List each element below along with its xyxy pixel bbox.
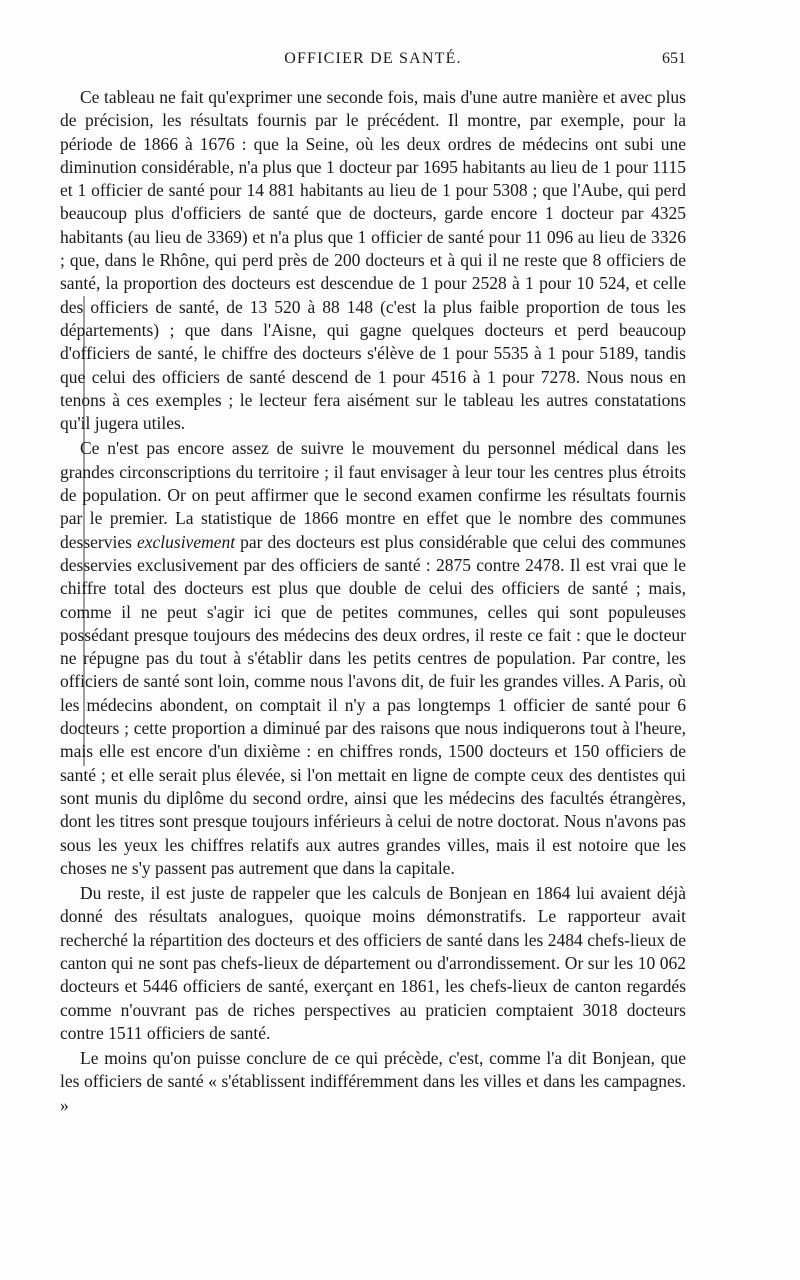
- paragraph-4: Le moins qu'on puisse conclure de ce qui précède, c'est, comme l'a dit Bonjean, que les officiers de santé « s'établissent indifféremment dans les villes et dans les campagnes. »: [60, 1048, 686, 1115]
- running-header: [60, 50, 686, 78]
- paragraph-2-before: Ce n'est pas encore assez de suivre le mouvement du personnel médical dans les grandes circonscriptions du territoire ; il faut envisager à leur tour les centres plus étroits de population. Or on peut affirmer que le second examen confirme les résultats fournis par le premier. La statistique de 1866 montre en effet que le nombre des communes desservies: [60, 438, 686, 552]
- body-text: [60, 86, 686, 1117]
- emphasis-exclusivement: exclusivement: [136, 531, 236, 552]
- running-title: OFFICIER DE SANTÉ.: [284, 50, 462, 67]
- page-number: 651: [662, 50, 686, 67]
- paragraph-2: [60, 437, 686, 880]
- paragraph-1: Ce tableau ne fait qu'exprimer une seconde fois, mais d'une autre manière et avec plus de précision, les résultats fournis par le précédent. Il montre, par exemple, pour la période de 1866 à 1676 : que la Seine, où les deux ordres de médecins ont subi une diminution considérable, n'a plus que 1 docteur par 1695 habitants au lieu de 1 pour 1115 et 1 officier de santé pour 14 881 habitants au lieu de 1 pour 5308 ; que l'Aube, qui perd beaucoup plus d'officiers de santé que de docteurs, garde encore 1 docteur par 4325 habitants (au lieu de 3369) et n'a plus que 1 officier de santé pour 11 096 au lieu de 3326 ; que, dans le Rhône, qui perd près de 200 docteurs et à qui il ne reste que 8 officiers de santé, la proportion des docteurs est descendue de 1 pour 2528 à 1 pour 10 524, et celle des officiers de santé, de 13 520 à 88 148 (c'est la plus faible proportion de tous les départements) ; que dans l'Aisne, qui gagne quelques docteurs et perd beaucoup d'officiers de santé, le chiffre des docteurs s'élève de 1 pour 5535 à 1 pour 5189, tandis que celui des officiers de santé descend de 1 pour 4516 à 1 pour 7278. Nous nous en tenons à ces exemples ; le lecteur fera aisément sur le tableau les autres constatations qu'il jugera utiles.: [60, 87, 686, 434]
- paragraph-2-after: par des docteurs est plus considérable que celui des communes desservies exclusivement par des officiers de santé : 2875 contre 2478. Il est vrai que le chiffre total des docteurs est plus que double de celui des officiers de santé ; mais, comme il ne peut s'agir ici que de petites communes, celles qui sont populeuses possédant presque toujours des médecins des deux ordres, il reste ce fait : que le docteur ne répugne pas du tout à s'établir dans les petits centres de population. Par contre, les officiers de santé sont loin, comme nous l'avons dit, de fuir les grandes villes. A Paris, où les médecins abondent, on comptait il n'y a pas longtemps 1 officier de santé pour 6 docteurs ; cette proportion a diminué par des raisons que nous indiquerons tout à l'heure, mais elle est encore d'un dixième : en chiffres ronds, 1500 docteurs et 150 officiers de santé ; et elle serait plus élevée, si l'on mettait en ligne de compte ceux des dentistes qui sont munis du diplôme du second ordre, ainsi que les médecins des facultés étrangères, dont les titres sont presque toujours inférieurs à celui de notre doctorat. Nous n'avons pas sous les yeux les chiffres relatifs aux autres grandes villes, mais il est notoire que les choses ne s'y passent pas autrement que dans la capitale.: [60, 531, 686, 878]
- paragraph-3: Du reste, il est juste de rappeler que les calculs de Bonjean en 1864 lui avaient déjà donné des résultats analogues, quoique moins démonstratifs. Le rapporteur avait recherché la répartition des docteurs et des officiers de santé dans les 2484 chefs-lieux de canton qui ne sont pas chefs-lieux de département ou d'arrondissement. Or sur les 10 062 docteurs et 5446 officiers de santé, exerçant en 1861, les chefs-lieux de canton regardés comme n'ouvrant pas de riches perspectives au praticien comptaient 3018 docteurs contre 1511 officiers de santé.: [60, 883, 686, 1043]
